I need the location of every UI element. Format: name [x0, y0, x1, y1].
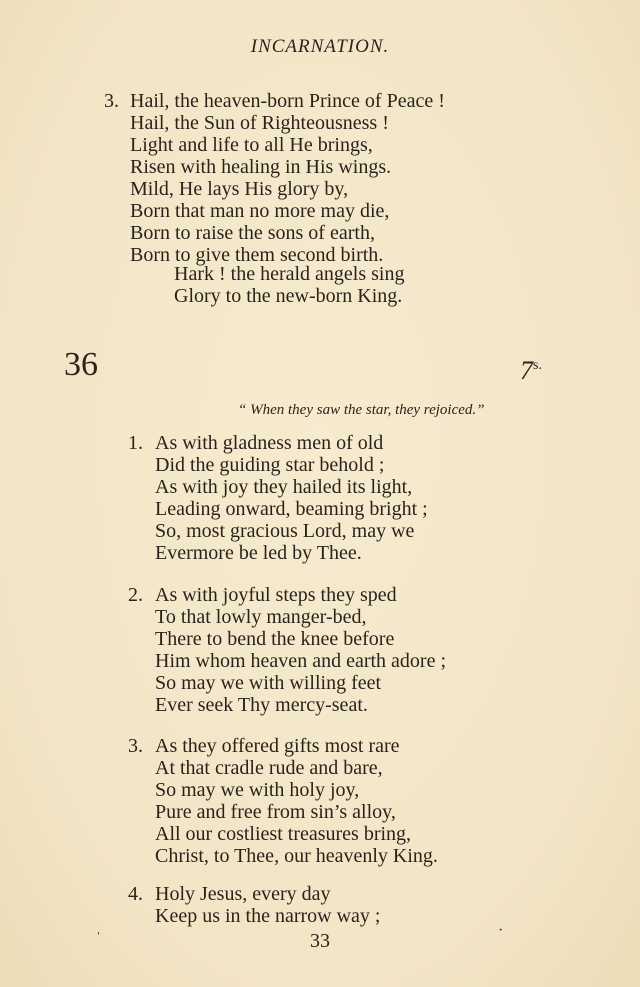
- verse-line: So may we with holy joy,: [155, 779, 360, 801]
- verse-line: Hail, the Sun of Righteousness !: [130, 112, 389, 134]
- running-head: INCARNATION.: [250, 36, 390, 57]
- refrain-line: Glory to the new-born King.: [174, 285, 403, 307]
- verse-line: There to bend the knee before: [155, 628, 395, 650]
- verse-line: All our costliest treasures bring,: [155, 823, 412, 845]
- verse-line: As with joy they hailed its light,: [155, 476, 413, 498]
- verse-line: Leading onward, beaming bright ;: [155, 498, 428, 520]
- verse-line: Hail, the heaven-born Prince of Peace !: [130, 90, 445, 112]
- verse-line: As they offered gifts most rare: [155, 735, 400, 757]
- verse-line: As with gladness men of old: [155, 432, 384, 454]
- verse-line: At that cradle rude and bare,: [155, 757, 383, 779]
- print-speck: ·: [498, 922, 504, 939]
- verse-line: Holy Jesus, every day: [155, 883, 331, 905]
- verse-number: 3.: [104, 90, 119, 112]
- verse-line: To that lowly manger-bed,: [155, 606, 367, 628]
- verse-line: Light and life to all He brings,: [130, 134, 373, 156]
- verse-line: Evermore be led by Thee.: [155, 542, 362, 564]
- verse-line: Did the guiding star behold ;: [155, 454, 385, 476]
- verse-line: Born to raise the sons of earth,: [130, 222, 375, 244]
- verse-line: So may we with willing feet: [155, 672, 382, 694]
- hymn-meter: [520, 356, 542, 386]
- verse-number: 1.: [128, 432, 143, 454]
- verse-number: 4.: [128, 883, 143, 905]
- verse-number: 2.: [128, 584, 143, 606]
- verse-line: As with joyful steps they sped: [155, 584, 397, 606]
- refrain-line: Hark ! the herald angels sing: [174, 263, 405, 285]
- verse-line: Him whom heaven and earth adore ;: [155, 650, 447, 672]
- verse-line: Pure and free from sin’s alloy,: [155, 801, 396, 823]
- print-speck: ˈ: [96, 930, 102, 947]
- epigraph: “ When they saw the star, they rejoiced.”: [238, 402, 485, 418]
- verse-line: Keep us in the narrow way ;: [155, 905, 381, 927]
- verse-line: Risen with healing in His wings.: [130, 156, 392, 178]
- verse-line: Mild, He lays His glory by,: [130, 178, 349, 200]
- meter-value: 7: [520, 356, 533, 385]
- verse-number: 3.: [128, 735, 143, 757]
- verse-line: So, most gracious Lord, may we: [155, 520, 415, 542]
- hymn-number: 36: [64, 346, 98, 383]
- verse-line: Born that man no more may die,: [130, 200, 390, 222]
- verse-line: Born to give them second birth.: [130, 244, 384, 266]
- meter-suffix: s.: [533, 358, 542, 373]
- verse-line: Christ, to Thee, our heavenly King.: [155, 845, 438, 867]
- verse-line: Ever seek Thy mercy-seat.: [155, 694, 368, 716]
- page-number: 33: [310, 930, 330, 952]
